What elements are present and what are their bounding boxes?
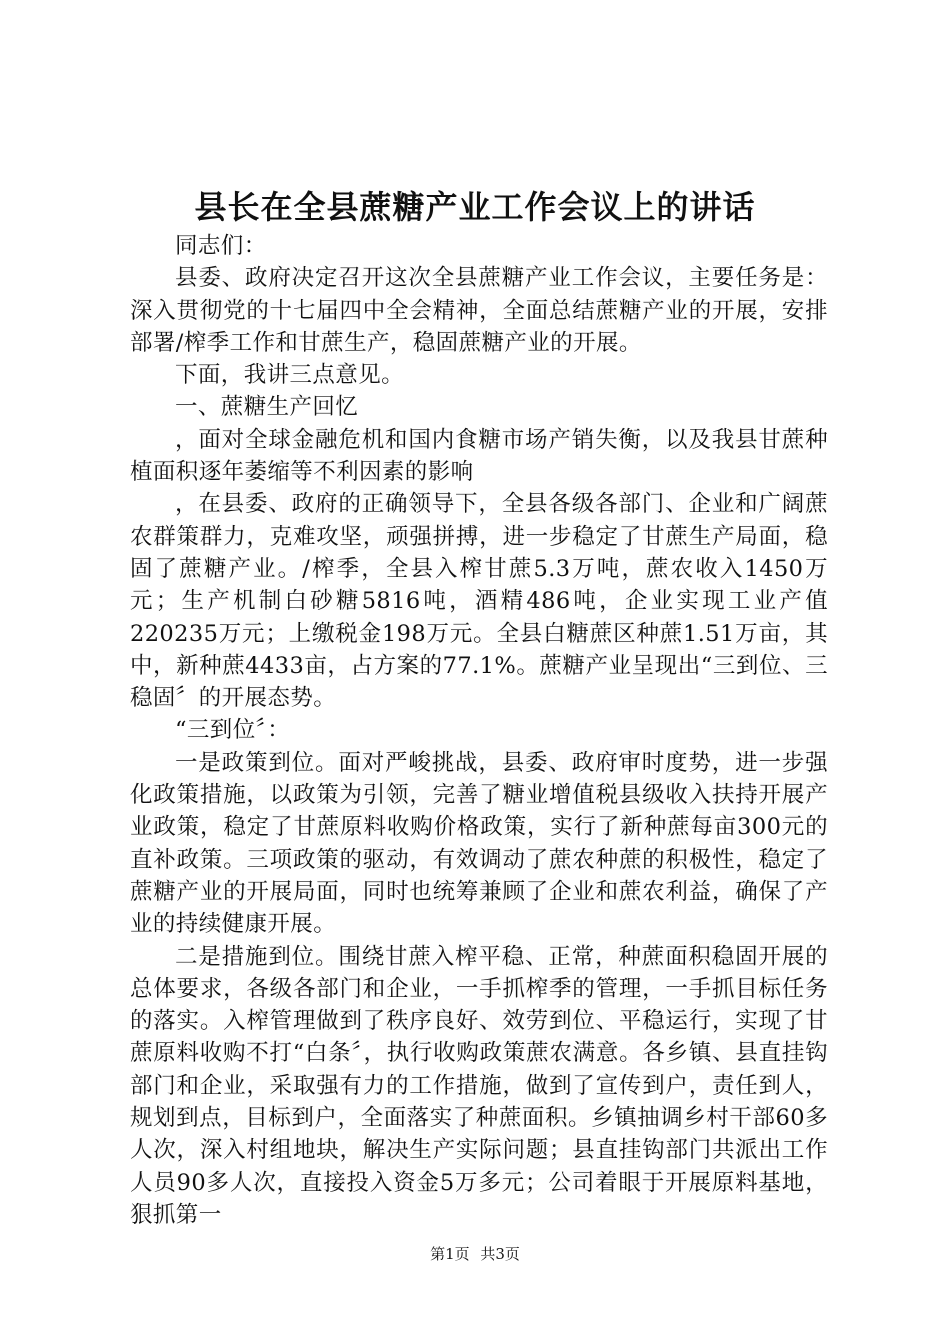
paragraph-intro: 县委、政府决定召开这次全县蔗糖产业工作会议，主要任务是：深入贯彻党的十七届四中全会精神，全面总结蔗糖产业的开展，安排部署/榨季工作和甘蔗生产，稳固蔗糖产业的开展。 [130, 265, 828, 356]
subheading-three-in-place: “三到位〞： [175, 717, 291, 744]
section-heading-review: 一、蔗糖生产回忆 [175, 394, 359, 421]
page-total: 共3页 [480, 1245, 520, 1263]
document-title: 县长在全县蔗糖产业工作会议上的讲话 [194, 188, 756, 226]
paragraph-challenges: ，面对全球金融危机和国内食糖市场产销失衡，以及我县甘蔗种植面积逐年萎缩等不利因素的影响 [130, 426, 828, 486]
paragraph-outline: 下面，我讲三点意见。 [175, 362, 405, 389]
document-body [130, 230, 828, 1231]
paragraph-measures: 二是措施到位。围绕甘蔗入榨平稳、正常，种蔗面积稳固开展的总体要求，各级各部门和企业，一手抓榨季的管理，一手抓目标任务的落实。入榨管理做到了秩序良好、效劳到位、平稳运行，实现了甘蔗原料收购不打“白条〞，执行收购政策蔗农满意。各乡镇、县直挂钩部门和企业，采取强有力的工作措施，做到了宣传到户，责任到人，规划到点，目标到户，全面落实了种蔗面积。乡镇抽调乡村干部60多人次，深入村组地块，解决生产实际问题；县直挂钩部门共派出工作人员90多人次，直接投入资金5万多元；公司着眼于开展原料基地，狠抓第一 [130, 943, 828, 1228]
paragraph-results: ，在县委、政府的正确领导下，全县各级各部门、企业和广阔蔗农群策群力，克难攻坚，顽强拼搏，进一步稳定了甘蔗生产局面，稳固了蔗糖产业。/榨季，全县入榨甘蔗5.3万吨，蔗农收入1450万元；生产机制白砂糖5816吨，酒精486吨，企业实现工业产值220235万元；上缴税金198万元。全县白糖蔗区种蔗1.51万亩，其中，新种蔗4433亩，占方案的77.1%。蔗糖产业呈现出“三到位、三稳固〞的开展态势。 [130, 491, 828, 712]
paragraph-policy: 一是政策到位。面对严峻挑战，县委、政府审时度势，进一步强化政策措施，以政策为引领，完善了糖业增值税县级收入扶持开展产业政策，稳定了甘蔗原料收购价格政策，实行了新种蔗每亩300元的直补政策。三项政策的驱动，有效调动了蔗农种蔗的积极性，稳定了蔗糖产业的开展局面，同时也统筹兼顾了企业和蔗农利益，确保了产业的持续健康开展。 [130, 749, 828, 938]
page-number: 第1页 [430, 1245, 470, 1263]
paragraph-salutation: 同志们： [175, 233, 267, 259]
page-footer [0, 1244, 950, 1264]
